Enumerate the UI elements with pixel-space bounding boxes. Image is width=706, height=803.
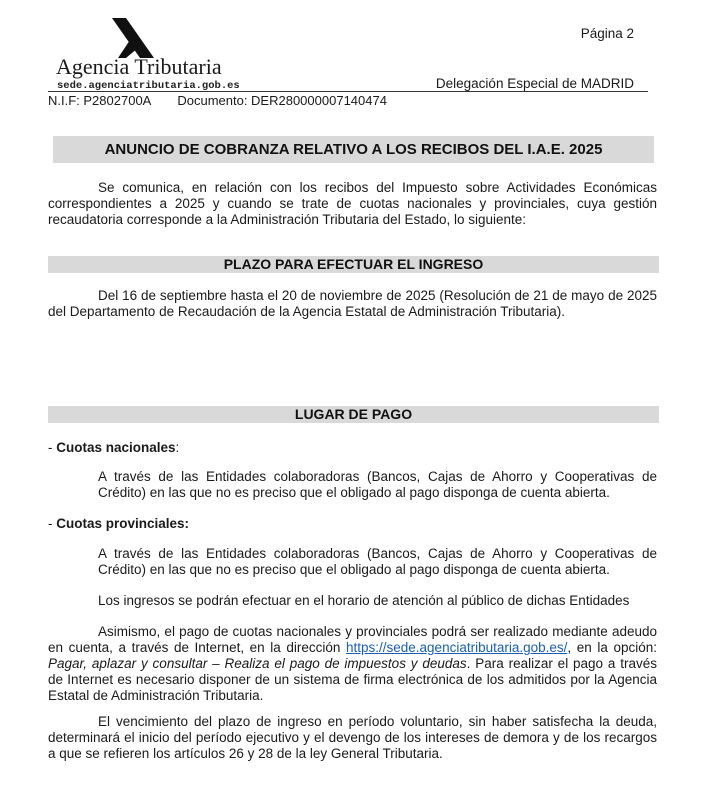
delegation-label: Delegación Especial de MADRID xyxy=(435,76,634,91)
page-number: Página 2 xyxy=(580,26,634,41)
sede-link[interactable]: https://sede.agenciatributaria.gob.es/ xyxy=(346,640,568,655)
internet-text-3: . Para realizar el pago a través de Internet es necesario disponer de un sistema de firma electrónica de los admitidos por la Agencia Estatal de Administración Tributaria. xyxy=(48,656,657,703)
bullet-dash: - xyxy=(48,440,57,455)
bullet-dash: - xyxy=(48,516,57,531)
intro-paragraph: Se comunica, en relación con los recibos del Impuesto sobre Actividades Económicas correspondientes a 2025 y cuando se trate de cuotas nacionales y provinciales, cuya gestión recaudatoria corresponde a la Administración Tributaria del Estado, lo siguiente: xyxy=(48,180,657,227)
internet-text-1: Asimismo, el pago de cuotas nacionales y provinciales podrá ser realizado mediante adeudo en cuenta, a través de Internet, en la dirección xyxy=(48,624,657,655)
horario-paragraph: Los ingresos se podrán efectuar en el horario de atención al público de dichas Entidades xyxy=(98,593,630,608)
agency-url: sede.agenciatributaria.gob.es xyxy=(57,80,240,92)
nacionales-colon: : xyxy=(175,440,180,455)
cuotas-nacionales-label xyxy=(48,440,179,455)
payment-option: Pagar, aplazar y consultar – Realiza el pago de impuestos y deudas xyxy=(48,656,467,671)
internet-text-2: , en la opción: xyxy=(567,640,657,655)
cuotas-provinciales-label xyxy=(48,516,189,531)
nif-label: N.I.F: P2802700A xyxy=(48,93,152,108)
plazo-paragraph: Del 16 de septiembre hasta el 20 de noviembre de 2025 (Resolución de 21 de mayo de 2025 del Departamento de Recaudación de la Agencia Estatal de Administración Tributaria). xyxy=(48,288,657,319)
internet-paragraph xyxy=(48,624,657,704)
document-number: Documento: DER280000007140474 xyxy=(177,93,387,108)
section-heading-plazo: PLAZO PARA EFECTUAR EL INGRESO xyxy=(48,256,659,273)
nacionales-paragraph: A través de las Entidades colaboradoras (Bancos, Cajas de Ahorro y Cooperativas de Crédito) en las que no es preciso que el obligado al pago disponga de cuenta abierta. xyxy=(98,469,657,500)
document-ids xyxy=(48,93,387,108)
header-divider xyxy=(48,91,648,92)
provinciales-label-text: Cuotas provinciales: xyxy=(56,516,190,531)
nacionales-label-text: Cuotas nacionales xyxy=(56,440,176,455)
section-heading-lugar: LUGAR DE PAGO xyxy=(48,406,659,423)
agency-logo-icon xyxy=(108,18,158,58)
provinciales-paragraph: A través de las Entidades colaboradoras (Bancos, Cajas de Ahorro y Cooperativas de Crédito) en las que no es preciso que el obligado al pago disponga de cuenta abierta. xyxy=(98,546,657,577)
agency-name: Agencia Tributaria xyxy=(56,54,222,79)
document-title: ANUNCIO DE COBRANZA RELATIVO A LOS RECIBOS DEL I.A.E. 2025 xyxy=(53,136,654,163)
vencimiento-paragraph: El vencimiento del plazo de ingreso en período voluntario, sin haber satisfecha la deuda, determinará el inicio del período ejecutivo y el devengo de los intereses de demora y de los recargos a que se refieren los artículos 26 y 28 de la ley General Tributaria. xyxy=(48,714,657,761)
